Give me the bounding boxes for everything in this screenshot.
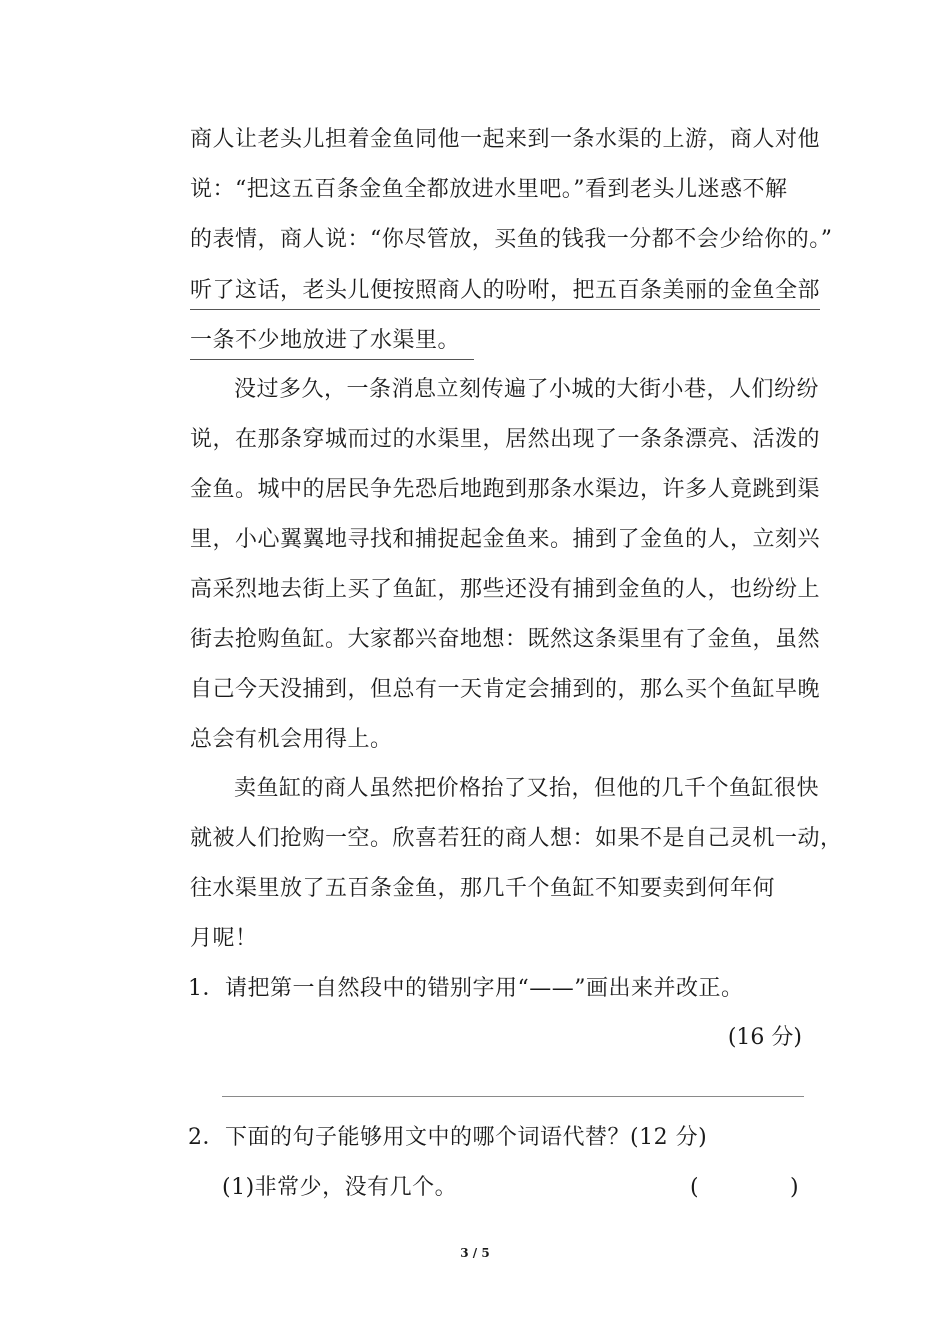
paragraph-line: 高采烈地去街上买了鱼缸，那些还没有捕到金鱼的人，也纷纷上 (190, 577, 821, 602)
paragraph-line: 说，在那条穿城而过的水渠里，居然出现了一条条漂亮、活泼的 (190, 427, 821, 452)
question-2-sub-1: (1)非常少，没有几个。 (222, 1175, 458, 1200)
paragraph-line: 月呢！ (190, 926, 258, 951)
paragraph-line: 往水渠里放了五百条金鱼，那几千个鱼缸不知要卖到何年何 (190, 876, 776, 901)
paragraph-line: 没过多久，一条消息立刻传遍了小城的大街小巷，人们纷纷 (234, 377, 820, 402)
paragraph-line: 里，小心翼翼地寻找和捕捉起金鱼来。捕到了金鱼的人，立刻兴 (190, 527, 821, 552)
underlined-text: 一条不少地放进了水渠里。 (190, 327, 474, 360)
paragraph-line: 的表情，商人说：“你尽管放，买鱼的钱我一分都不会少给你的。” (190, 227, 833, 252)
paragraph-line: 金鱼。城中的居民争先恐后地跑到那条水渠边，许多人竟跳到渠 (190, 477, 821, 502)
paragraph-line: 商人让老头儿担着金鱼同他一起来到一条水渠的上游，商人对他 (190, 127, 821, 152)
paragraph-line: 总会有机会用得上。 (190, 727, 393, 752)
paragraph-line-underlined (190, 327, 810, 360)
paragraph-line: 卖鱼缸的商人虽然把价格抬了又抬，但他的几千个鱼缸很快 (234, 776, 820, 801)
paragraph-line-underlined (190, 277, 821, 310)
paragraph-line: 自己今天没捕到，但总有一天肯定会捕到的，那么买个鱼缸早晚 (190, 677, 821, 702)
page-number: 3 / 5 (460, 1246, 490, 1260)
underlined-text: 听了这话，老头儿便按照商人的吩咐，把五百条美丽的金鱼全部 (190, 277, 820, 310)
answer-paren-close: ) (790, 1175, 799, 1200)
answer-line[interactable] (222, 1096, 804, 1097)
question-1: 1．请把第一自然段中的错别字用“——”画出来并改正。 (188, 976, 744, 1001)
question-2: 2．下面的句子能够用文中的哪个词语代替？(12 分) (188, 1125, 708, 1150)
paragraph-line: 就被人们抢购一空。欣喜若狂的商人想：如果不是自己灵机一动， (190, 826, 843, 851)
paragraph-line: 说：“把这五百条金鱼全都放进水里吧。”看到老头儿迷惑不解 (190, 177, 788, 202)
paragraph-line: 街去抢购鱼缸。大家都兴奋地想：既然这条渠里有了金鱼，虽然 (190, 627, 821, 652)
answer-paren-open: ( (690, 1175, 699, 1200)
answer-blank[interactable] (704, 1170, 784, 1202)
question-1-score: (16 分) (727, 1025, 802, 1050)
